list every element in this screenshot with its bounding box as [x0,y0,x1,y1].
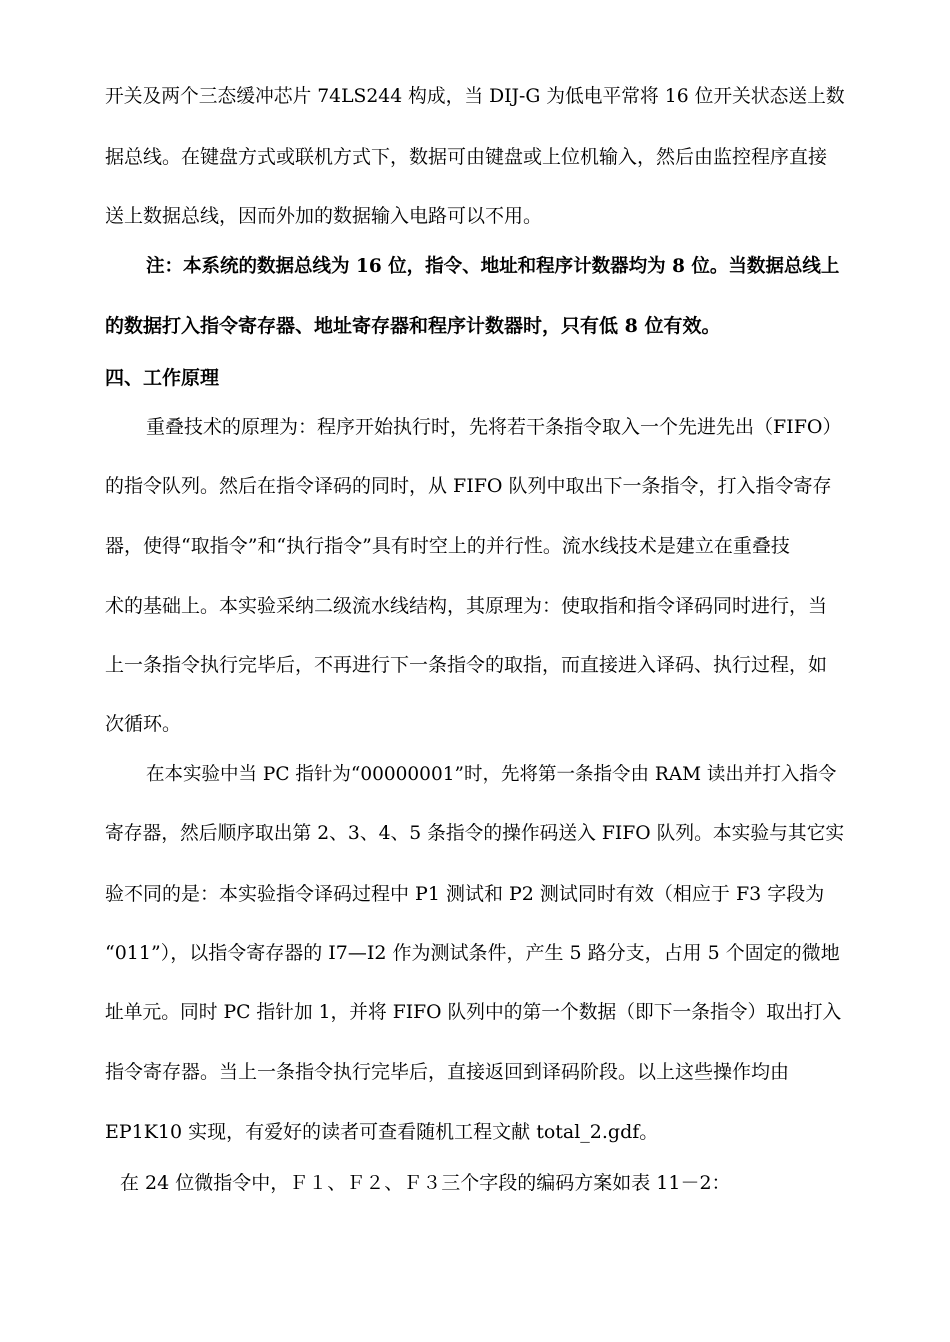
paragraph-2-line-5: 上一条指令执行完毕后，不再进行下一条指令的取指，而直接进入译码、执行过程，如 [105,654,828,676]
section-heading: 四、工作原理 [105,367,220,389]
paragraph-3-line-6: 指令寄存器。当上一条指令执行完毕后，直接返回到译码阶段。以上这些操作均由 [105,1061,790,1083]
note-line-2: 的数据打入指令寄存器、地址寄存器和程序计数器时，只有低 8 位有效。 [105,315,721,337]
paragraph-3-line-2: 寄存器，然后顺序取出第 2、3、4、5 条指令的操作码送入 FIFO 队列。本实验与其它实 [105,823,845,844]
paragraph-3-line-1: 在本实验中当 PC 指针为“00000001”时，先将第一条指令由 RAM 读出并打入指令 [146,764,837,785]
paragraph-1-line-2: 据总线。在键盘方式或联机方式下，数据可由键盘或上位机输入，然后由监控程序直接 [105,146,828,168]
paragraph-1-line-3: 送上数据总线，因而外加的数据输入电路可以不用。 [105,205,543,227]
paragraph-1-line-1: 开关及两个三态缓冲芯片 74LS244 构成，当 DIJ-G 为低电平常将 16 位开关状态送上数 [105,86,845,107]
paragraph-4-line-1: 在 24 位微指令中，Ｆ１、Ｆ２、Ｆ３三个字段的编码方案如表 11－2： [120,1172,731,1194]
paragraph-2-line-1: 重叠技术的原理为：程序开始执行时，先将若干条指令取入一个先进先出（FIFO） [146,416,842,438]
note-line-1: 注：本系统的数据总线为 16 位，指令、地址和程序计数器均为 8 位。当数据总线上 [146,256,840,277]
paragraph-2-line-4: 术的基础上。本实验采纳二级流水线结构，其原理为：使取指和指令译码同时进行，当 [105,595,828,617]
paragraph-3-line-5: 址单元。同时 PC 指针加 1，并将 FIFO 队列中的第一个数据（即下一条指令）取出打入 [105,1002,842,1023]
paragraph-2-line-3: 器，使得“取指令”和“执行指令”具有时空上的并行性。流水线技术是建立在重叠技 [105,535,790,557]
paragraph-2-line-2: 的指令队列。然后在指令译码的同时，从 FIFO 队列中取出下一条指令，打入指令寄存 [105,475,832,497]
paragraph-3-line-7: EP1K10 实现，有爱好的读者可查看随机工程文献 total_2.gdf。 [105,1121,659,1143]
paragraph-2-line-6: 次循环。 [105,713,182,735]
paragraph-3-line-4: “011”），以指令寄存器的 I7—I2 作为测试条件，产生 5 路分支，占用 5 个固定的微地 [105,942,840,964]
paragraph-3-line-3: 验不同的是：本实验指令译码过程中 P1 测试和 P2 测试同时有效（相应于 F3 字段为 [105,883,825,905]
